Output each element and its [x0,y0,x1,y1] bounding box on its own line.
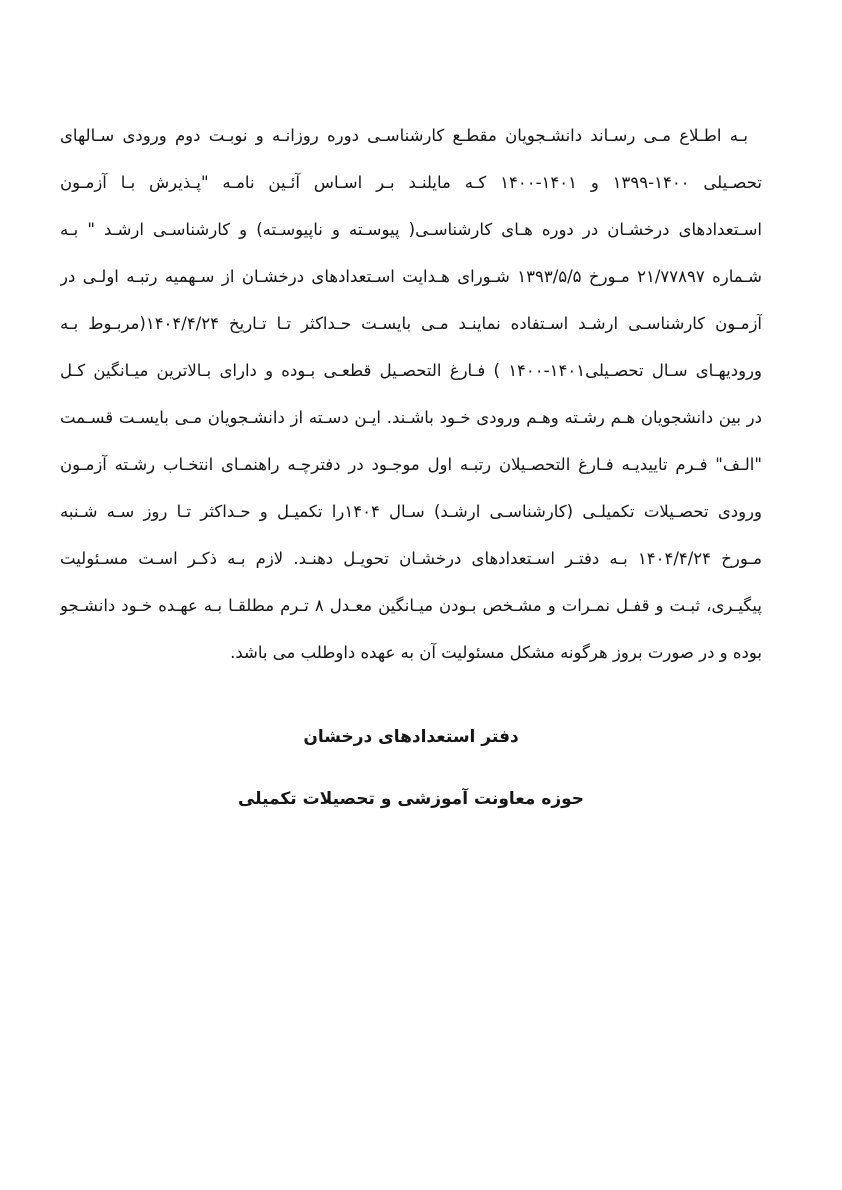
paragraph-line: بوده و در صورت بروز هرگونه مشکل مسئولیت آن به عهده داوطلب می باشد. [230,643,762,662]
signature-department: حوزه معاونت آموزشی و تحصیلات تکمیلی [237,789,585,809]
paragraph-line: ورودی تحصـیلات تکمیلـی (کارشناسـی ارشـد) سـال ۱۴۰۴را تکمیـل و حـداکثر تـا روز سـه شـنبه [60,502,762,521]
signature-office: دفتر استعدادهای درخشان [303,727,519,747]
paragraph-line: پیگیـری، ثبـت و قفـل نمـرات و مشـخص بـودن میـانگین معـدل ۸ تـرم مطلقـا بـه عهـده خـود دانشـجو [60,596,762,615]
paragraph-line: در بین دانشجویان هـم رشـته وهـم ورودی خـود باشـند. ایـن دسـته از دانشـجویان مـی بایسـت قسـمت [60,408,762,427]
paragraph-line: مـورخ ۱۴۰۴/۴/۲۴ بـه دفتـر اسـتعدادهای درخشـان تحویـل دهنـد. لازم بـه ذکـر اسـت مسـئولیت [60,549,762,568]
paragraph-line: آزمـون کارشناسـی ارشـد اسـتفاده نماینـد مـی بایسـت حـداکثر تـا تـاریخ ۱۴۰۴/۴/۲۴(مربـوط بـه [60,314,762,333]
paragraph-line: ورودیهـای سـال تحصـیلی۱۴۰۱-۱۴۰۰ ) فـارغ التحصـیل قطعـی بـوده و دارای بـالاترین میـانگین کـل [60,361,762,380]
paragraph-line: بـه اطـلاع مـی رسـاند دانشـجویان مقطـع کارشناسـی دوره روزانـه و نوبـت دوم ورودی سـالهای [60,126,748,145]
signature-block [60,706,762,830]
paragraph-line: تحصـیلی ۱۴۰۰-۱۳۹۹ و ۱۴۰۱-۱۴۰۰ کـه مایلنـد بـر اسـاس آئـین نامـه "پـذیرش بـا آزمـون [60,173,762,192]
paragraph-line: "الـف" فـرم تاییدیـه فـارغ التحصـیلان رتبـه اول موجـود در دفترچـه راهنمـای انتخـاب رشـته آزمـون [60,455,762,474]
paragraph-line: اسـتعدادهای درخشـان در دوره هـای کارشناسـی( پیوسـته و ناپیوسـته) و کارشناسـی ارشـد " بـه [60,220,762,239]
notice-paragraph [60,112,762,676]
paragraph-line: شـماره ۲۱/۷۷۸۹۷ مـورخ ۱۳۹۳/۵/۵ شـورای هـدایت اسـتعدادهای درخشـان از سـهمیه رتبـه اولـی در [60,267,762,286]
